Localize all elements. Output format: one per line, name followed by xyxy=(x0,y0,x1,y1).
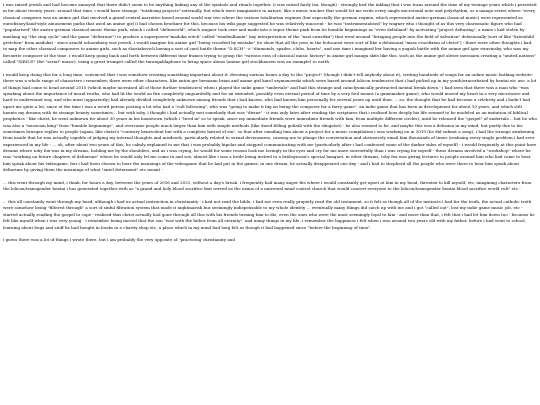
paragraph-1: i was raised jewish and had become annoyed that there didn't seem to be anything linking any of the symbols and rituals together. (i was raised fairly lax, though) - strongly had the inkling that i was trans around the time of my teenage years which i persisted in for about twenty years. around that time, i would have strange, "totalising projects" internally, but which were imaginative in nature, like a music tracker that would let me write every single microtonal note and polyrhythm, or a manga series where "every classical composer was an anime girl that involved a grand central narrative based around world war two where the various totalitarian regimes (but especially the german regime, which represented austro-german classical music) were represented as eurodisney/land-style amusement parks that used an anime girl (i had chosen bruckner for this, because his wiki page suggested he was relatively innocent - he was "instrumentalised" by wagner who i thought of as this very charismatic figure who had "popularised" the austro-german classical music theme park, which i called "deltaworld", which wagner took over and made into a super theme park from its humble beginnings as "even deltaland" by activating "project deltaring", a name i had stolen by mashing up "the ring cycle" and the game "deltarune") to produce a superpower"madoka witch" called "windenlbaum" (my interpretation of the "nazi swastika") that went around "bringing people into the field of salvation" delusionally (sort of like "kriemhild gretchen" from madoka) - since arnold schoenberg was jewish, i would imagine his anime girl "being crucified by mistake" (to show that all the jews in the holocaust were sort of like a delusional "mass crucifixion of christ") - there were other thoughts i had, to map the other classical composers to anime girls, such as shostakovich having a sort of card battle theme "D.SCH" -> "diamonds, spades, clubs, hearts", and one time i imagined her having a yugioh battle with the anime girl igor stravinsky, who was my favourite composer at the time. i would keep going back and forth between different time frames trying to grasp the "various eras of classical music history" in anime girl manga skits like this, such as the anime girl olivier messiaen creating a "united nations" called "SIRIUS" (for "serial" music), using a great trumpet called the turangalilaphone to bring space aliens (anime girl stockhausen was an example) to earth. xyxy=(3,2,537,65)
document-body xyxy=(3,2,537,250)
paragraph-2: i would keep doing this for a long time, convinced that i was somehow creating something important about it, devoting various hours a day to the "project" (though i didn't tell anybody about it), writing hundreds of songs for an online music bathing website: there was a whole range of characters i remember, there were other characters, like anton grr hermann brian and anime girl karol szymanowski which were based around lolicon tendencies that i had picked up in my youth/exacerbated by hentai etc use. a lot of things had come to head around 2015 (which maybe increased all of those further tendencies) when i played the indie game "undertale" and had this strange and cataclysmically protracted mental break down - i had seen that there was a man who "was speaking about the importance of moral truths, who had lit the world on fire completely unguardedly and for an extended, possibly even eternal period of time by a very foul means (a gamemaker game), who would moved my heart in a very microwave and hard to understand way, and who must (apparently) had already divided completely unknown among friends that i had known, who had known him personally for several years up until then. ... so, the thought that he had become a celebrity and i hadn't had upset me quite a lot, since at the time i was a weird person posting a lot who had a "cult following", who was "going to make it big on being the composer for a furry game", an indie game that has been in development for about 10 years, and which still haunts my dreams with its strange beauty sometimes... but with toby, i thought i had actually met somebody that was "divine" - it was only later after reading the scriptures that i realised how deeply his life seemed to be modeled as an imitation of biblical prophetics - like christ, he went unknown for about 30 years in his hometown (which i "lived in" so to speak, since my immediate friends were immediate friends with him, from multiple different circles), until he released the "gospel" of undertale... but he who was also a "musician king" from "humble beginnings", and overcame people much larger than him with simple methods (like david felling goliath with the slingshot) - he also seemed to be, and maybe this was a delusion in my mind, but partly due to his sometimes brusque replies to people (again, like christ's "contrary benevolent but with a complete hatred of sin", so that after emailing him about a project for a music compilation i was working on in 2019 (he did submit a song), i had the strange awakening from inside that he was actually capable of judging my internal thoughts and misdeeds, particularly related to sexual deviousness, causing me to plunge the conversation and obsessively email him thousands of times (realising every single problem i had ever experienced in my life - ... oh, after about two years of this, he calmly explained to me that i was probably bipolar and stopped communicating with me (particularly after i had confessed some of the darker sides of myself) - i would frequently at this point have dreams where toby fox was in my dreams, holding me by the shoulders, and as i was crying, he would for some reason look me lovingly in the eyes and cry for me more sorrowfully than i was crying for myself - these dreams involved a "workshop" where he was "working on future chapters of deltarune" where he would only let me come in and see, almost like i was a bride being invited to a bridegroom's special banquet. in other dreams, toby fox was giving lectures to people around him who had come to hear him speak about his videogame, but i had been chosen to hear the meanings of the videogame that he had put in the games. in one dream, he actually disappeared one day - and i had to shepherd all the people who were there to hear him speak about deltarune by giving them the meanings of what "antel determent" etc meant - xyxy=(3,71,537,173)
paragraph-4: ... this all constantly went through my head, although i had no actual instruction in christianity - i had not read the bible, i had not even really properly read the old testament. so it felt as though all of the instincts i had for the truth, the actual catholic truth were somehow being "filtered through" a sort of sinful filtration system that made it nightmarish but seemingly indispensable to my whole identity ... eventually many things did catch up with me and i got "called out", lost my indie game music job, etc - started actually reading the gospel to cope - realised that christ actually had gone through all this with his friends turning him to die, even the ones who were the most seemingly loyal to him - and more than that, i felt that i had let him down too - because he felt like myself when i was very young - i remember being moved that the son "was with the father from all eternity", and many things in my life, i remember the happiness i felt when i was around two years old with my father, before i had went to school, learning about bugs and stuff he had bought in books in a charity shop etc. a place which in my mind had long felt as though it had happened since "before the beginning of time". xyxy=(3,199,535,230)
paragraph-3: ... this went through my mind, i think, for hours a day, between the years of 2016 and 2021, without a day's break. i frequently had many anger fits where i would constantly get upset at him in my head, threaten to kill myself, etc, imagining characters from the lolicon/transgender hentai i has generated together with as "a grand and holy blood sacrifice that served as the nexus of a universal mind control church that would convert everyone to the lolicon/transgender hentai blood sacrifice world cult" etc - xyxy=(3,179,532,192)
paragraph-5: i guess there was a lot of things i wrote there. but i am probably the very opposite of "practicing christianity and xyxy=(3,237,235,243)
